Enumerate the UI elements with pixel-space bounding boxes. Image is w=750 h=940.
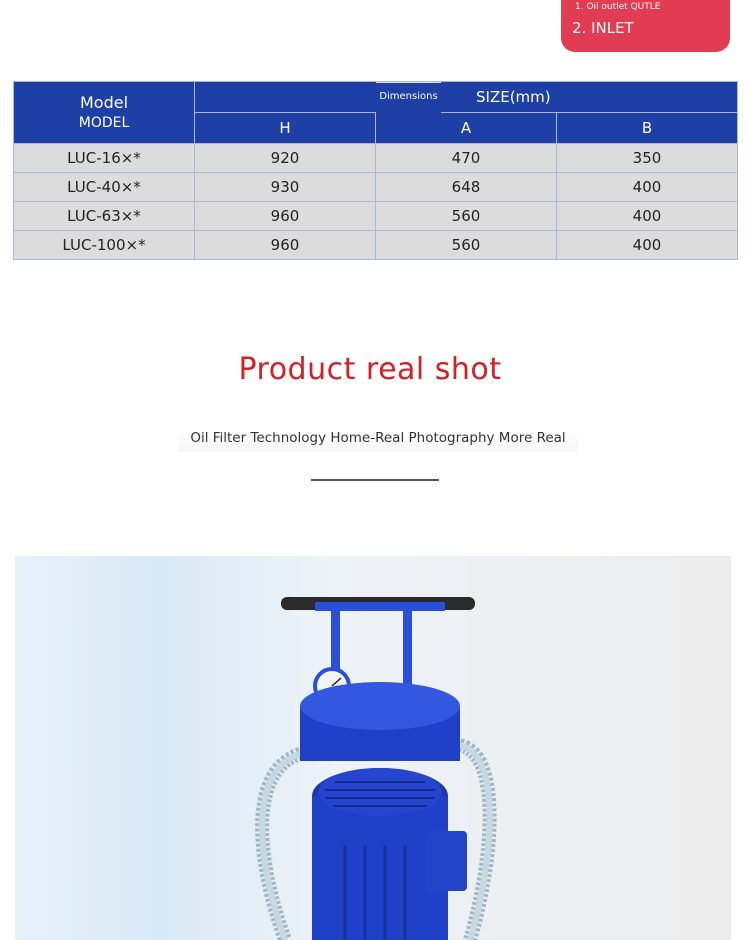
h-cell: 960 xyxy=(195,231,376,260)
table-row xyxy=(14,144,738,173)
b-cell: 400 xyxy=(557,231,738,260)
b-cell: 400 xyxy=(557,173,738,202)
b-cell: 400 xyxy=(557,202,738,231)
column-header-a: A xyxy=(376,113,557,144)
model-cell: LUC-16×* xyxy=(14,144,195,173)
model-header: Model xyxy=(79,92,129,112)
size-header-cell xyxy=(195,82,738,113)
dimensions-tag: Dimensions xyxy=(376,82,441,113)
table-row xyxy=(14,202,738,231)
a-cell: 648 xyxy=(376,173,557,202)
product-photo xyxy=(15,556,731,940)
a-cell: 560 xyxy=(376,231,557,260)
column-header-h: H xyxy=(195,113,376,144)
inlet-label: 2. INLET xyxy=(572,19,634,37)
size-table xyxy=(13,81,738,260)
a-cell: 470 xyxy=(376,144,557,173)
model-cell: LUC-40×* xyxy=(14,173,195,202)
table-row xyxy=(14,231,738,260)
inlet-outlet-badge xyxy=(561,0,730,52)
b-cell: 350 xyxy=(557,144,738,173)
section-subtitle: Oil Filter Technology Home-Real Photography More Real xyxy=(178,430,578,452)
model-header-cell xyxy=(14,82,195,144)
model-header-sub: MODEL xyxy=(78,114,130,131)
table-row xyxy=(14,173,738,202)
title-divider xyxy=(311,479,439,481)
h-cell: 960 xyxy=(195,202,376,231)
section-title: Product real shot xyxy=(238,352,502,387)
oil-outlet-label: 1. Oil outlet QUTLE xyxy=(575,2,661,12)
size-header: SIZE(mm) xyxy=(476,88,551,106)
h-cell: 930 xyxy=(195,173,376,202)
model-cell: LUC-100×* xyxy=(14,231,195,260)
model-cell: LUC-63×* xyxy=(14,202,195,231)
h-cell: 920 xyxy=(195,144,376,173)
column-header-b: B xyxy=(557,113,738,144)
oil-filter-machine-illustration xyxy=(15,556,731,940)
a-cell: 560 xyxy=(376,202,557,231)
